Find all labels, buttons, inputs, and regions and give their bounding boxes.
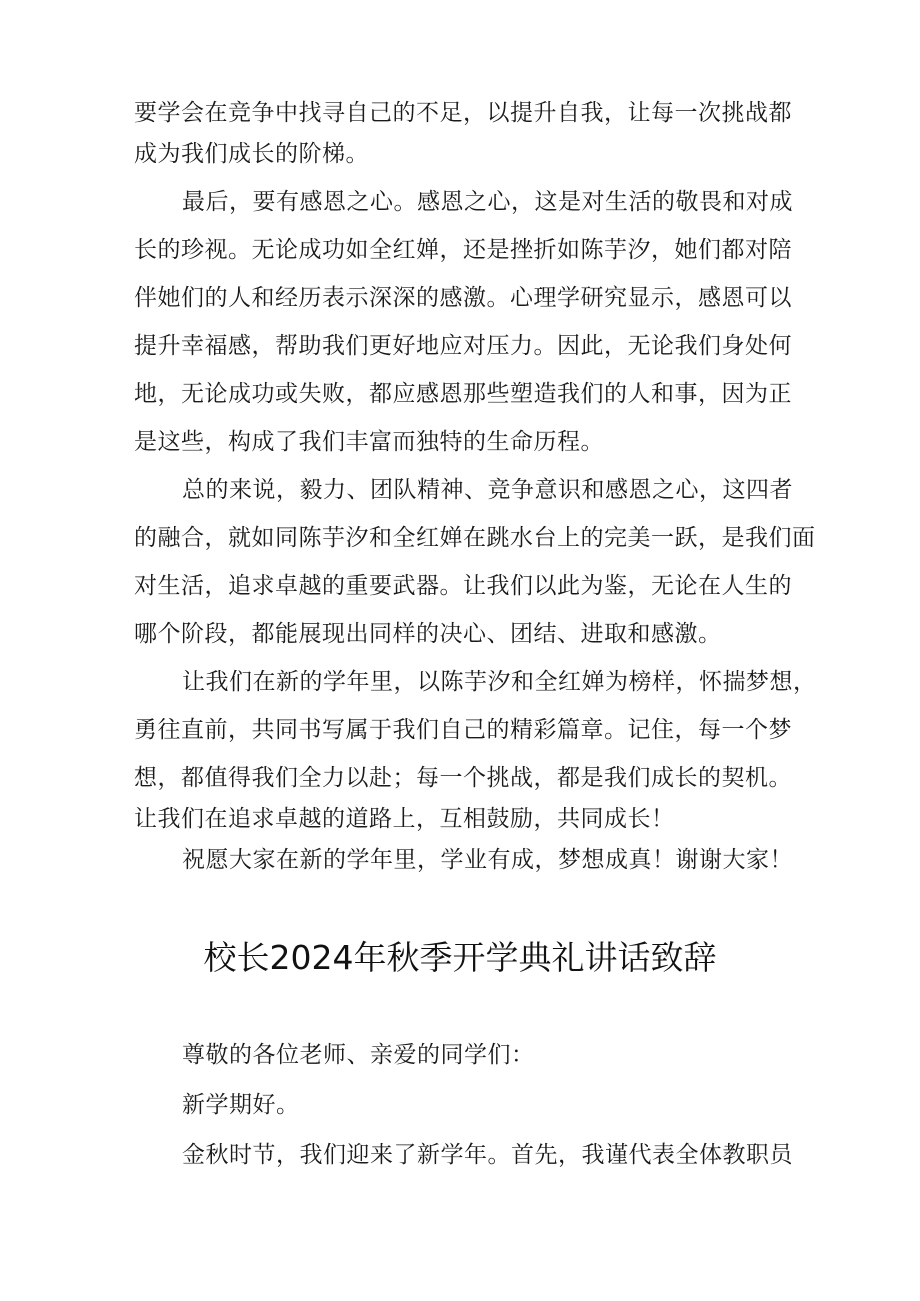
text-line: 是这些，构成了我们丰富而独特的生命历程。 [134, 429, 604, 455]
text-line: 勇往直前，共同书写属于我们自己的精彩篇章。记住，每一个梦 [134, 717, 792, 743]
text-line: 金秋时节，我们迎来了新学年。首先，我谨代表全体教职员 [182, 1142, 793, 1168]
text-line: 伴她们的人和经历表示深深的感激。心理学研究显示，感恩可以 [134, 285, 792, 311]
text-line: 提升幸福感，帮助我们更好地应对压力。因此，无论我们身处何 [134, 333, 792, 359]
text-line: 让我们在新的学年里，以陈芋汐和全红婵为榜样，怀揣梦想， [182, 669, 817, 695]
closing-paragraphs [134, 96, 817, 884]
text-line: 最后，要有感恩之心。感恩之心，这是对生活的敬畏和对成 [182, 189, 793, 215]
text-line: 总的来说，毅力、团队精神、竞争意识和感恩之心，这四者 [182, 477, 793, 503]
text-line: 哪个阶段，都能展现出同样的决心、团结、进取和感激。 [134, 621, 722, 647]
text-line: 祝愿大家在新的学年里，学业有成，梦想成真！谢谢大家！ [182, 847, 793, 873]
speech-title: 校长2024年秋季开学典礼讲话致辞 [203, 938, 717, 977]
salutation-line: 尊敬的各位老师、亲爱的同学们： [182, 1042, 535, 1068]
speech-opening [182, 1030, 822, 1180]
text-line: 地，无论成功或失败，都应感恩那些塑造我们的人和事，因为正 [134, 381, 792, 407]
text-line: 的融合，就如同陈芋汐和全红婵在跳水台上的完美一跃，是我们面 [134, 525, 816, 551]
text-line: 要学会在竞争中找寻自己的不足，以提升自我，让每一次挑战都 [134, 100, 792, 126]
greeting-line: 新学期好。 [182, 1092, 300, 1118]
text-line: 想，都值得我们全力以赴；每一个挑战，都是我们成长的契机。 [134, 765, 792, 791]
text-line: 长的珍视。无论成功如全红婵，还是挫折如陈芋汐，她们都对陪 [134, 237, 792, 263]
text-line: 让我们在追求卓越的道路上，互相鼓励，共同成长！ [134, 806, 675, 832]
text-line: 成为我们成长的阶梯。 [134, 141, 369, 167]
text-line: 对生活，追求卓越的重要武器。让我们以此为鉴，无论在人生的 [134, 573, 792, 599]
